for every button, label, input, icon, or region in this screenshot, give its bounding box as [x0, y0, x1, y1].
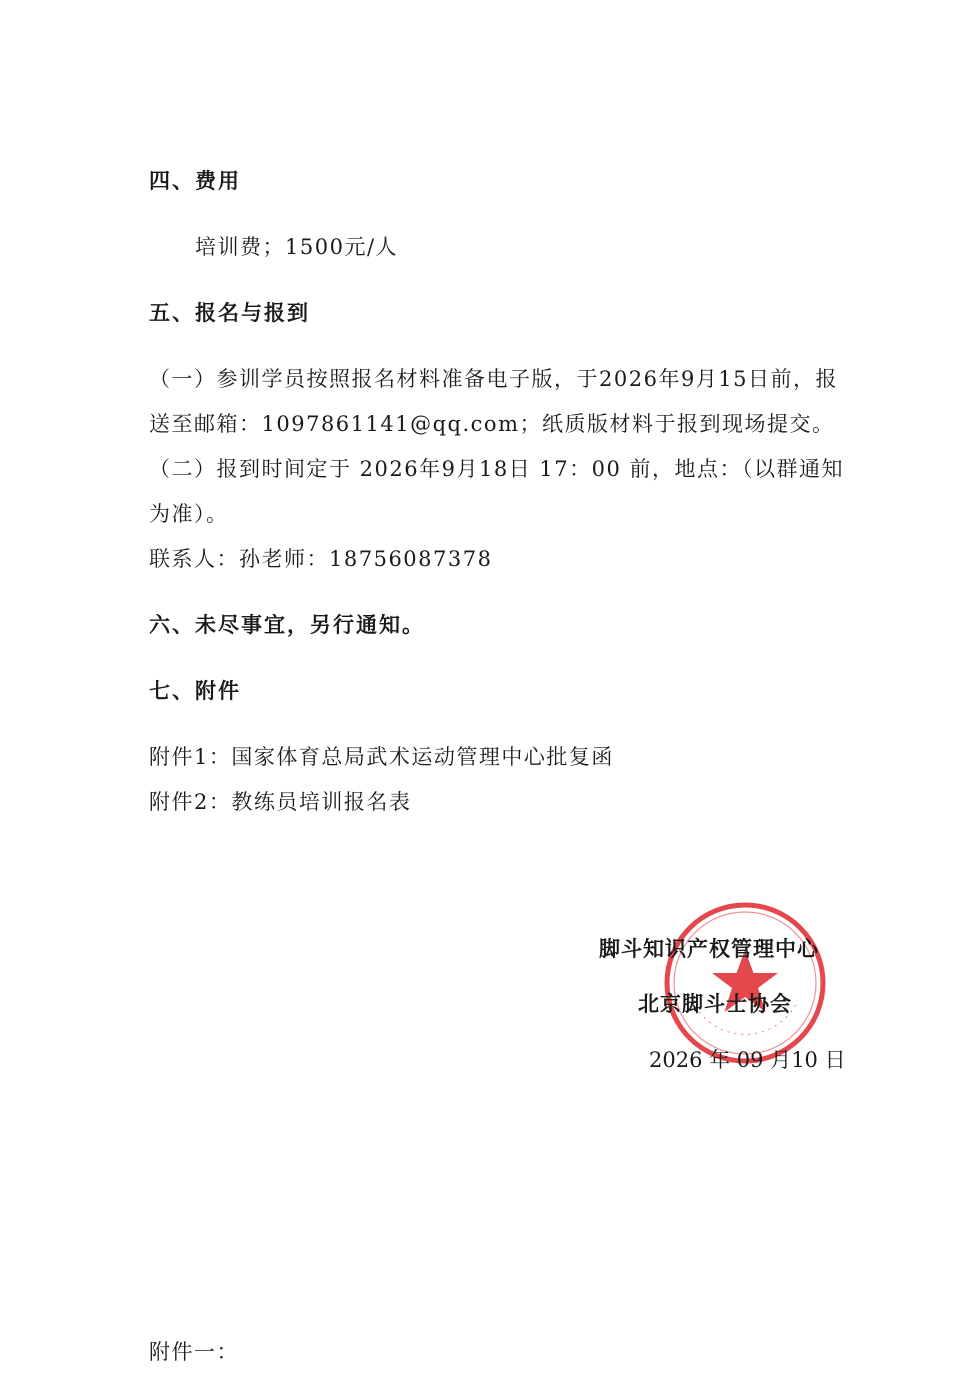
signature-organization-2: 北京脚斗士协会 — [638, 992, 792, 1016]
fee-text: 培训费；1500元/人 — [195, 235, 399, 259]
registration-paragraph-2-line-1: （二）报到时间定于 2026年9月18日 17：00 前，地点：（以群通知 — [149, 457, 844, 481]
section-6-heading: 六、未尽事宜，另行通知。 — [149, 613, 425, 637]
registration-paragraph-1-line-2: 送至邮箱：1097861141@qq.com；纸质版材料于报到现场提交。 — [149, 412, 835, 436]
attachment-2: 附件2：教练员培训报名表 — [149, 790, 412, 814]
red-star-seal-icon — [662, 900, 828, 1066]
section-5-heading: 五、报名与报到 — [149, 301, 310, 325]
signature-organization-1: 脚斗知识产权管理中心 — [599, 937, 819, 961]
section-7-heading: 七、附件 — [149, 679, 241, 703]
signature-date: 2026 年 09 月10 日 — [649, 1048, 846, 1072]
contact-person: 联系人：孙老师：18756087378 — [149, 547, 493, 571]
section-4-heading: 四、费用 — [149, 169, 241, 193]
attachment-one-label: 附件一： — [149, 1340, 239, 1364]
registration-paragraph-2-line-2: 为准）。 — [149, 502, 229, 526]
registration-paragraph-1-line-1: （一）参训学员按照报名材料准备电子版，于2026年9月15日前，报 — [149, 367, 839, 391]
attachment-1: 附件1：国家体育总局武术运动管理中心批复函 — [149, 745, 614, 769]
